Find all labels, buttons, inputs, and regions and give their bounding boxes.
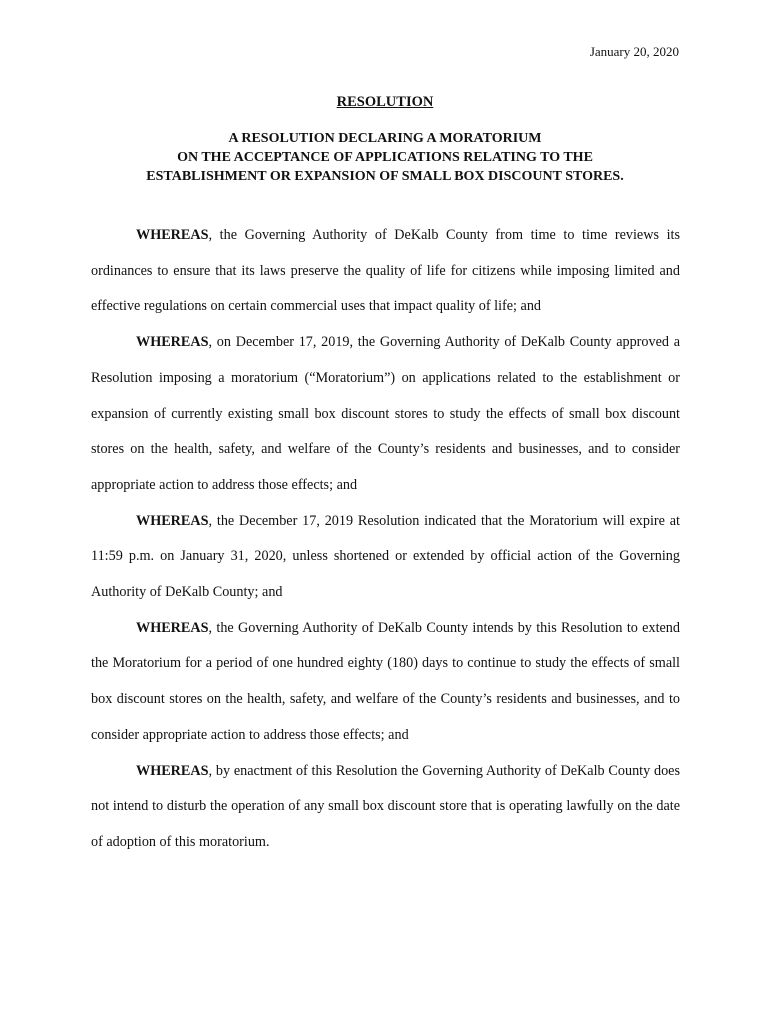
whereas-lead: WHEREAS bbox=[136, 619, 209, 636]
whereas-lead: WHEREAS bbox=[136, 334, 209, 351]
resolution-body bbox=[91, 218, 680, 861]
document-heading: RESOLUTION bbox=[336, 94, 434, 110]
title-line: A RESOLUTION DECLARING A MORATORIUM bbox=[228, 131, 542, 146]
resolution-title bbox=[90, 129, 680, 186]
whereas-lead: WHEREAS bbox=[136, 512, 209, 529]
paragraph-text: , on December 17, 2019, the Governing Authority of DeKalb County approved a Resolution imposing a moratorium (“Moratorium”) on applications related to the establishment or expansion of currently existing small box discount stores to study the effects of small box discount stores on the health, safety, and welfare of the County’s residents and businesses, and to consider appropriate action to address those effects; and bbox=[91, 334, 680, 493]
paragraph-text: , the Governing Authority of DeKalb County from time to time reviews its ordinances to ensure that its laws preserve the quality of life for citizens while imposing limited and effective regulations on certain commercial uses that impact quality of life; and bbox=[91, 227, 680, 315]
whereas-paragraph bbox=[91, 504, 680, 611]
paragraph-text: , the Governing Authority of DeKalb County intends by this Resolution to extend the Moratorium for a period of one hundred eighty (180) days to continue to study the effects of small box discount stores on the health, safety, and welfare of the County’s residents and businesses, and to consider appropriate action to address those effects; and bbox=[91, 619, 680, 743]
whereas-lead: WHEREAS bbox=[136, 762, 209, 779]
title-line: ON THE ACCEPTANCE OF APPLICATIONS RELATING TO THE bbox=[177, 150, 593, 165]
whereas-paragraph bbox=[91, 218, 680, 325]
whereas-paragraph bbox=[91, 325, 680, 504]
document-date: January 20, 2020 bbox=[589, 44, 679, 59]
whereas-lead: WHEREAS bbox=[136, 227, 209, 243]
whereas-paragraph bbox=[91, 754, 680, 861]
paragraph-text: , by enactment of this Resolution the Governing Authority of DeKalb County does not intend to disturb the operation of any small box discount store that is operating lawfully on the date of adoption of this moratorium. bbox=[91, 762, 680, 850]
title-line: ESTABLISHMENT OR EXPANSION OF SMALL BOX DISCOUNT STORES. bbox=[146, 169, 624, 184]
paragraph-text: , the December 17, 2019 Resolution indicated that the Moratorium will expire at 11:59 p.m. on January 31, 2020, unless shortened or extended by official action of the Governing Authority of DeKalb County; and bbox=[91, 512, 680, 601]
whereas-paragraph bbox=[91, 611, 680, 754]
